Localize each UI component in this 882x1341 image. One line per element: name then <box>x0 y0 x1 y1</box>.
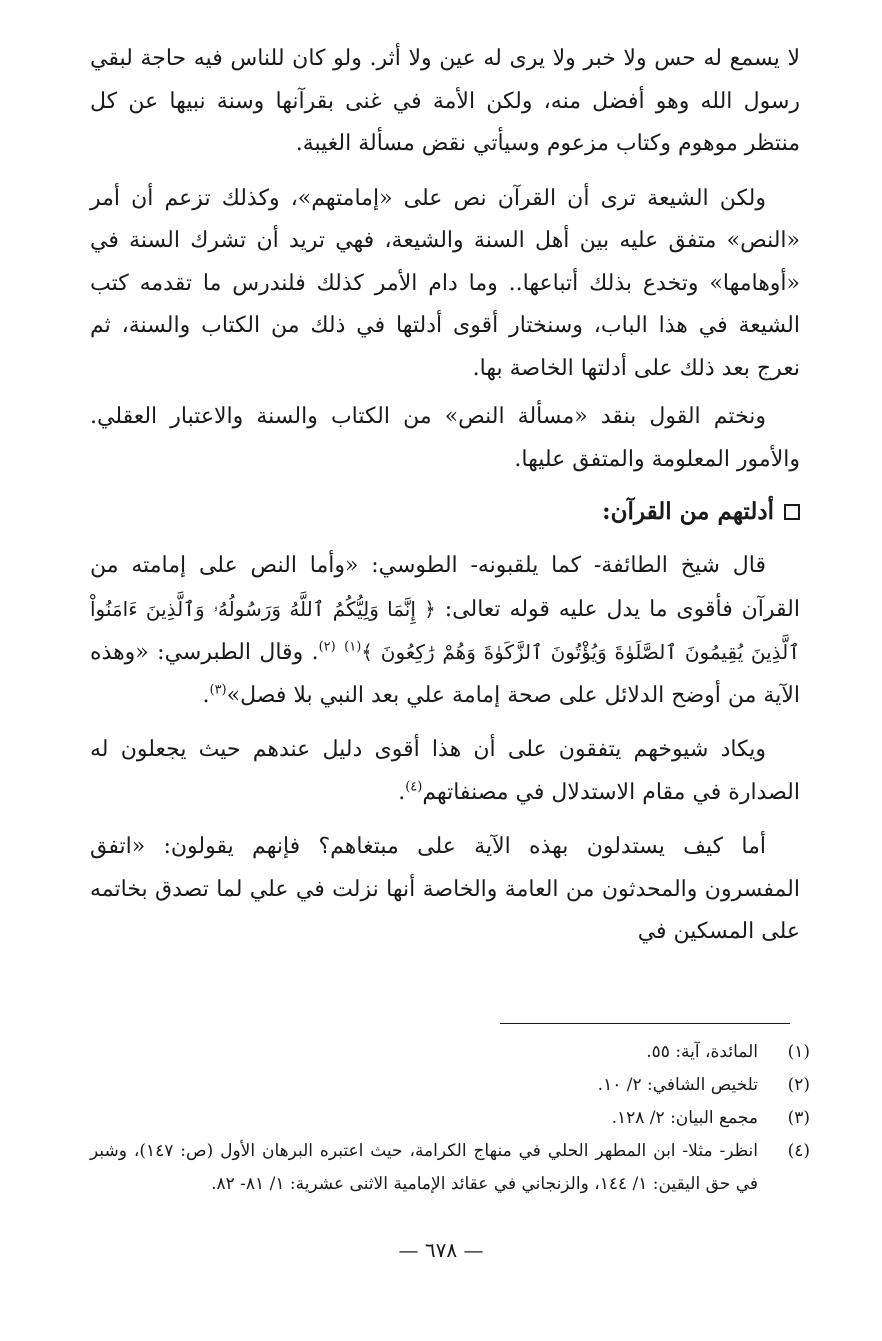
square-bullet-icon <box>784 504 800 520</box>
footnote-text: تلخيص الشافي: ٢/ ١٠. <box>597 1075 758 1095</box>
paragraph-5-end: . <box>398 779 406 805</box>
footnote-ref-3: (٣) <box>209 682 227 698</box>
footnote-number: (٢) <box>787 1075 810 1095</box>
paragraph-1-text: لا يسمع له حس ولا خبر ولا يرى له عين ولا أثر. ولو كان للناس فيه حاجة لبقي رسول الله وهو أفضل منه، ولكن الأمة في غنى بقرآنها وسنة نبيها عن كل منتظر موهوم وكتاب مزعوم وسيأتي نقض مسألة الغيبة. <box>90 46 800 156</box>
paragraph-6-text: أما كيف يستدلون بهذه الآية على مبتغاهم؟ فإنهم يقولون: «اتفق المفسرون والمحدثون من العامة والخاصة أنها نزلت في علي لما تصدق بخاتمه على المسكين في <box>90 834 800 944</box>
quran-verse: ﴿ إِنَّمَا وَلِيُّكُمُ ٱللَّهُ وَرَسُولُهُۥ وَٱلَّذِينَ ءَامَنُواْ ٱلَّذِينَ يُقِيمُونَ ٱلصَّلَوٰةَ وَيُؤْتُونَ ٱلزَّكَوٰةَ وَهُمْ رَٰكِعُونَ ﴾ <box>90 596 800 664</box>
paragraph-5 <box>90 729 800 814</box>
footnote-ref-4: (٤) <box>405 779 423 795</box>
paragraph-1 <box>90 38 800 166</box>
footnote-ref-1: (١) <box>344 639 362 655</box>
paragraph-5-text: ويكاد شيوخهم يتفقون على أن هذا أقوى دليل عندهم حيث يجعلون له الصدارة في مقام الاستدلال في مصنفاتهم <box>90 737 800 805</box>
section-heading-text: أدلتهم من القرآن: <box>602 498 774 525</box>
paragraph-4-text-a: قال شيخ الطائفة- كما يلقبونه- الطوسي: «وأما النص على إمامته من القرآن فأقوى ما يدل عليه قوله تعالى: <box>90 553 800 622</box>
paragraph-6 <box>90 826 800 954</box>
footnote-number: (٤) <box>787 1141 810 1161</box>
paragraph-2 <box>90 178 800 391</box>
page-number: — ٦٧٨ — <box>398 1238 484 1262</box>
footnote-item <box>90 1135 810 1201</box>
footnote-item <box>90 1102 810 1135</box>
paragraph-4-text-b: . وقال الطبرسي: «وهذه الآية من أوضح الدلائل على صحة إمامة علي بعد النبي بلا فصل» <box>90 640 800 708</box>
footnote-number: (١) <box>787 1042 810 1062</box>
paragraph-4 <box>90 545 800 717</box>
paragraph-3-text: ونختم القول بنقد «مسألة النص» من الكتاب والسنة والاعتبار العقلي. والأمور المعلومة والمتفق عليها. <box>90 404 800 472</box>
footnote-item <box>90 1069 810 1102</box>
footnote-text: انظر- مثلا- ابن المطهر الحلي في منهاج الكرامة، حيث اعتبره البرهان الأول (ص: ١٤٧)، وشبر في حق اليقين: ١/ ١٤٤، والزنجاني في عقائد الإمامية الاثنى عشرية: ١/ ٨١- ٨٢. <box>90 1141 758 1194</box>
footnote-ref-2: (٢) <box>318 639 336 655</box>
page-body <box>90 38 800 954</box>
paragraph-4-end: . <box>202 682 210 708</box>
footnote-item <box>90 1036 810 1069</box>
footnotes <box>90 1036 810 1201</box>
footnote-text: المائدة، آية: ٥٥. <box>646 1042 758 1062</box>
footnote-number: (٣) <box>787 1108 810 1128</box>
paragraph-2-text: ولكن الشيعة ترى أن القرآن نص على «إمامتهم»، وكذلك تزعم أن أمر «النص» متفق عليه بين أهل السنة والشيعة، فهي تريد أن تشرك السنة في «أوهامها» وتخدع بذلك أتباعها.. وما دام الأمر كذلك فلندرس ما تقدمه كتب الشيعة في هذا الباب، وسنختار أقوى أدلتها في ذلك من الكتاب والسنة، ثم نعرج بعد ذلك على أدلتها الخاصة بها. <box>90 185 800 381</box>
footnote-separator <box>500 1023 790 1024</box>
section-heading <box>90 491 800 533</box>
footnote-text: مجمع البيان: ٢/ ١٢٨. <box>611 1108 758 1128</box>
paragraph-3 <box>90 396 800 481</box>
